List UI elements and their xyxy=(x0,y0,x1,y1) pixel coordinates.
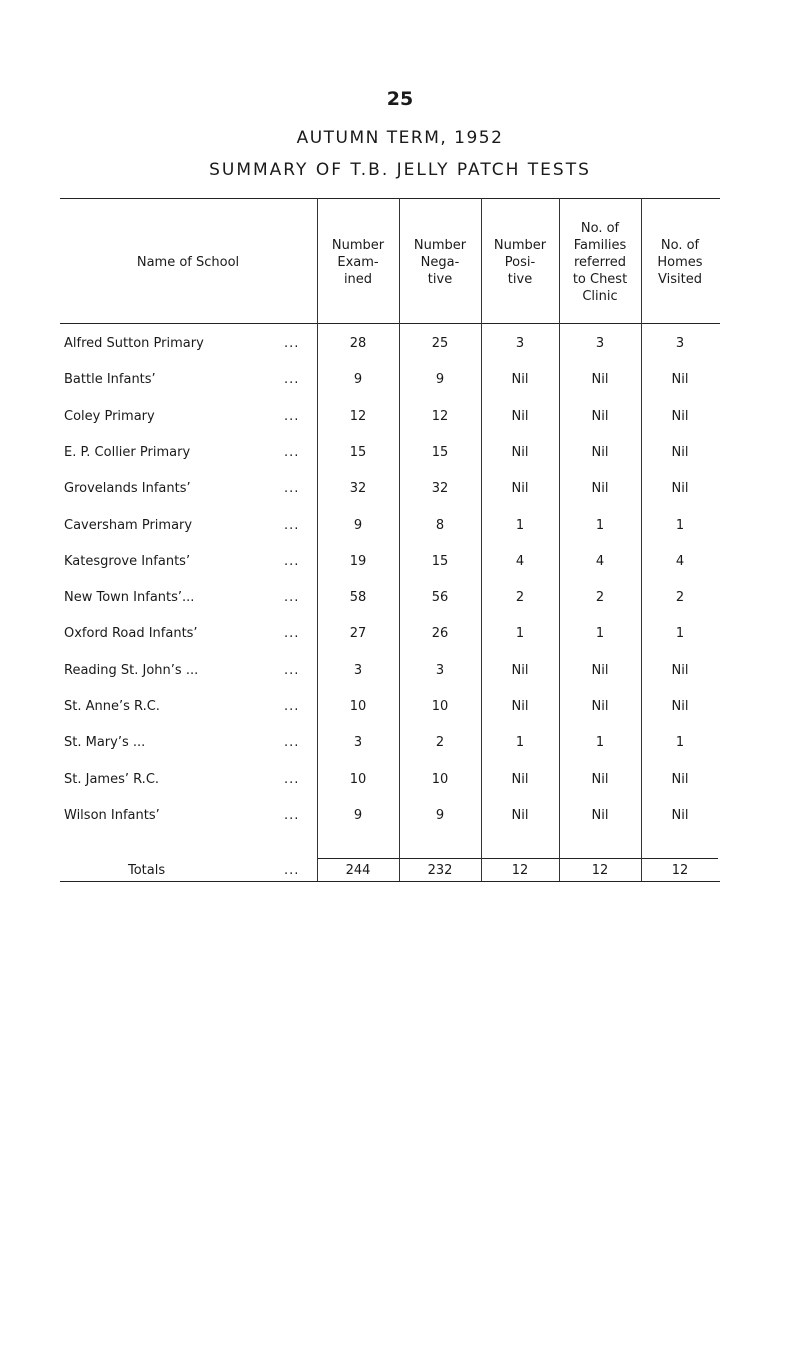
table-row xyxy=(0,336,800,356)
table-row xyxy=(0,808,800,828)
leader-dots: ... xyxy=(284,554,300,569)
totals-examined: 244 xyxy=(345,863,371,878)
table-row xyxy=(0,445,800,465)
cell-referred: Nil xyxy=(591,372,609,387)
cell-visited: 1 xyxy=(675,735,685,750)
school-name: Wilson Infants’ xyxy=(64,808,160,823)
header-number-negative: Number Nega- tive xyxy=(413,238,467,287)
cell-negative: 2 xyxy=(435,735,445,750)
cell-positive: 1 xyxy=(515,518,525,533)
cell-referred: Nil xyxy=(591,663,609,678)
cell-examined: 58 xyxy=(349,590,367,605)
page-subtitle: SUMMARY OF T.B. JELLY PATCH TESTS xyxy=(209,160,591,180)
school-name: St. Anne’s R.C. xyxy=(64,699,160,714)
cell-visited: Nil xyxy=(671,445,689,460)
cell-positive: Nil xyxy=(511,663,529,678)
school-name: Grovelands Infants’ xyxy=(64,481,191,496)
cell-examined: 19 xyxy=(349,554,367,569)
cell-positive: Nil xyxy=(511,808,529,823)
cell-examined: 3 xyxy=(353,735,363,750)
school-name: St. Mary’s ... xyxy=(64,735,146,750)
cell-positive: Nil xyxy=(511,699,529,714)
cell-referred: Nil xyxy=(591,699,609,714)
cell-referred: Nil xyxy=(591,481,609,496)
cell-referred: 4 xyxy=(595,554,605,569)
leader-dots: ... xyxy=(284,445,300,460)
cell-examined: 9 xyxy=(353,372,363,387)
leader-dots: ... xyxy=(284,481,300,496)
cell-visited: 1 xyxy=(675,626,685,641)
school-name: Oxford Road Infants’ xyxy=(64,626,198,641)
cell-examined: 9 xyxy=(353,808,363,823)
leader-dots: ... xyxy=(284,409,300,424)
cell-visited: Nil xyxy=(671,699,689,714)
cell-positive: 1 xyxy=(515,735,525,750)
cell-negative: 9 xyxy=(435,372,445,387)
leader-dots: ... xyxy=(284,372,300,387)
cell-visited: Nil xyxy=(671,772,689,787)
cell-negative: 26 xyxy=(431,626,449,641)
cell-examined: 27 xyxy=(349,626,367,641)
header-number-positive: Number Posi- tive xyxy=(493,238,547,287)
cell-examined: 32 xyxy=(349,481,367,496)
totals-label: Totals xyxy=(128,863,166,878)
cell-referred: Nil xyxy=(591,808,609,823)
cell-positive: 3 xyxy=(515,336,525,351)
totals-referred: 12 xyxy=(591,863,609,878)
cell-referred: 1 xyxy=(595,735,605,750)
school-name: St. James’ R.C. xyxy=(64,772,160,787)
cell-negative: 15 xyxy=(431,445,449,460)
cell-positive: Nil xyxy=(511,445,529,460)
cell-positive: Nil xyxy=(511,409,529,424)
cell-negative: 32 xyxy=(431,481,449,496)
cell-referred: Nil xyxy=(591,445,609,460)
cell-referred: 2 xyxy=(595,590,605,605)
header-homes-visited: No. of Homes Visited xyxy=(657,238,703,287)
cell-positive: Nil xyxy=(511,481,529,496)
cell-negative: 10 xyxy=(431,699,449,714)
cell-positive: 4 xyxy=(515,554,525,569)
table-row xyxy=(0,481,800,501)
cell-examined: 3 xyxy=(353,663,363,678)
cell-visited: Nil xyxy=(671,372,689,387)
table-row xyxy=(0,518,800,538)
cell-visited: 2 xyxy=(675,590,685,605)
cell-positive: Nil xyxy=(511,772,529,787)
school-name: New Town Infants’... xyxy=(64,590,195,605)
leader-dots: ... xyxy=(284,735,300,750)
cell-examined: 15 xyxy=(349,445,367,460)
cell-negative: 9 xyxy=(435,808,445,823)
cell-examined: 9 xyxy=(353,518,363,533)
header-number-examined: Number Exam- ined xyxy=(331,238,385,287)
school-name: Alfred Sutton Primary xyxy=(64,336,204,351)
leader-dots: ... xyxy=(284,699,300,714)
cell-visited: Nil xyxy=(671,481,689,496)
cell-visited: 4 xyxy=(675,554,685,569)
cell-examined: 12 xyxy=(349,409,367,424)
school-name: Katesgrove Infants’ xyxy=(64,554,191,569)
cell-positive: Nil xyxy=(511,372,529,387)
leader-dots: ... xyxy=(284,626,300,641)
page-title: AUTUMN TERM, 1952 xyxy=(296,128,504,148)
leader-dots: ... xyxy=(284,772,300,787)
cell-referred: Nil xyxy=(591,409,609,424)
cell-examined: 10 xyxy=(349,772,367,787)
table-row xyxy=(0,554,800,574)
cell-visited: 1 xyxy=(675,518,685,533)
cell-positive: 1 xyxy=(515,626,525,641)
totals-row xyxy=(0,863,800,883)
cell-visited: Nil xyxy=(671,409,689,424)
school-name: Reading St. John’s ... xyxy=(64,663,199,678)
table-row xyxy=(0,409,800,429)
table-row xyxy=(0,735,800,755)
leader-dots: ... xyxy=(284,518,300,533)
totals-positive: 12 xyxy=(511,863,529,878)
totals-negative: 232 xyxy=(427,863,453,878)
cell-negative: 12 xyxy=(431,409,449,424)
cell-referred: 3 xyxy=(595,336,605,351)
cell-visited: Nil xyxy=(671,663,689,678)
table-row xyxy=(0,372,800,392)
cell-referred: Nil xyxy=(591,772,609,787)
leader-dots: ... xyxy=(284,336,300,351)
table-row xyxy=(0,699,800,719)
cell-examined: 10 xyxy=(349,699,367,714)
table-top-rule xyxy=(60,198,720,199)
cell-referred: 1 xyxy=(595,626,605,641)
cell-negative: 3 xyxy=(435,663,445,678)
cell-negative: 8 xyxy=(435,518,445,533)
school-name: Battle Infants’ xyxy=(64,372,156,387)
cell-visited: Nil xyxy=(671,808,689,823)
totals-top-rule xyxy=(318,858,718,859)
school-name: Coley Primary xyxy=(64,409,155,424)
totals-visited: 12 xyxy=(671,863,689,878)
cell-negative: 56 xyxy=(431,590,449,605)
header-families-referred: No. of Families referred to Chest Clinic xyxy=(572,221,628,304)
header-bottom-rule xyxy=(60,323,720,324)
table-row xyxy=(0,772,800,792)
cell-visited: 3 xyxy=(675,336,685,351)
cell-negative: 10 xyxy=(431,772,449,787)
school-name: Caversham Primary xyxy=(64,518,193,533)
leader-dots: ... xyxy=(284,663,300,678)
leader-dots: ... xyxy=(284,808,300,823)
cell-examined: 28 xyxy=(349,336,367,351)
leader-dots: ... xyxy=(284,590,300,605)
cell-positive: 2 xyxy=(515,590,525,605)
cell-negative: 15 xyxy=(431,554,449,569)
school-name: E. P. Collier Primary xyxy=(64,445,191,460)
table-row xyxy=(0,626,800,646)
cell-referred: 1 xyxy=(595,518,605,533)
table-row xyxy=(0,590,800,610)
cell-negative: 25 xyxy=(431,336,449,351)
header-name-of-school: Name of School xyxy=(136,255,240,270)
leader-dots: ... xyxy=(284,863,300,878)
page-number: 25 xyxy=(386,88,414,110)
table-row xyxy=(0,663,800,683)
